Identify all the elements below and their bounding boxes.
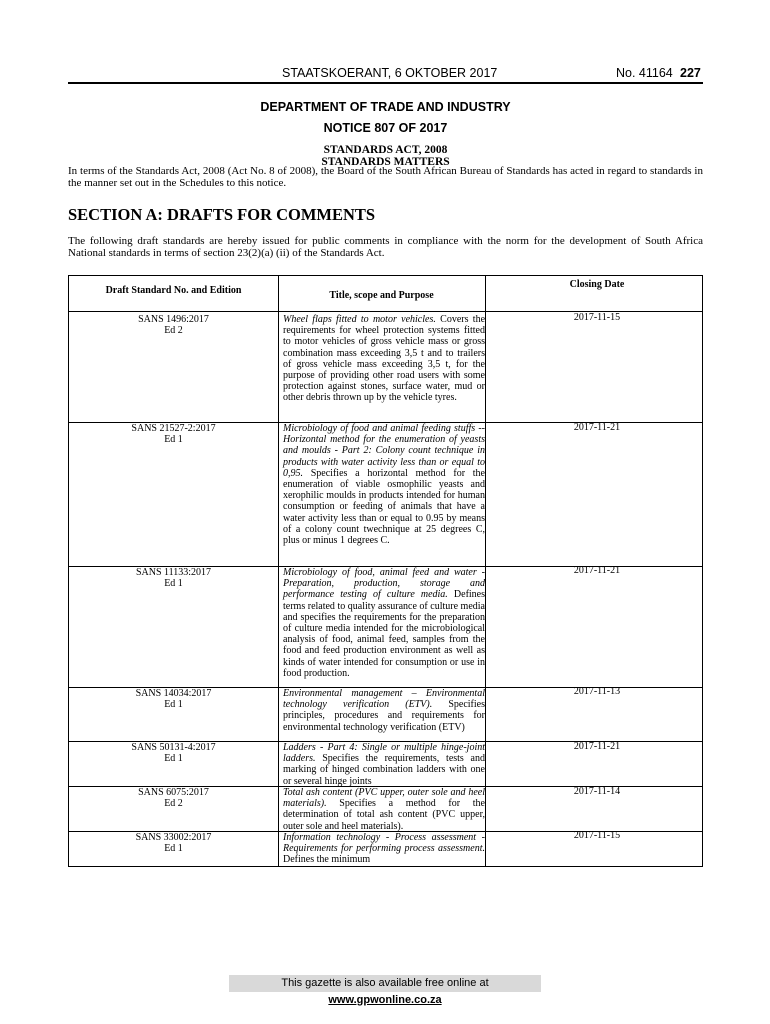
standard-edition: Ed 1 xyxy=(164,753,183,764)
intro-paragraph: In terms of the Standards Act, 2008 (Act No. 8 of 2008), the Board of the South African Bureau of Standards has acted in regard to standards in the manner set out in the Schedules to this notice. xyxy=(68,165,703,189)
standard-description xyxy=(283,832,485,866)
standard-number: SANS 50131-4:2017 xyxy=(131,742,216,753)
gazette-footer xyxy=(229,975,541,1006)
standard-edition: Ed 1 xyxy=(164,699,183,710)
standard-scope: Specifies principles, procedures and requirements for environmental technology verification (ETV) xyxy=(283,699,485,733)
standard-edition: Ed 1 xyxy=(164,434,183,445)
standard-scope: Defines terms related to quality assurance of culture media and specifies the requirements for the preparation of culture media intended for the microbiological analysis of food, animal feed, samples from the food and feed production environment as well as kinds of water intended for consumption or use in food production. xyxy=(283,589,486,679)
standard-scope: Specifies the requirements, tests and marking of hinged combination ladders with one or several hinge joints xyxy=(283,753,485,787)
closing-date: 2017-11-21 xyxy=(573,422,621,433)
standard-number: SANS 1496:2017 xyxy=(138,314,209,325)
act-title: STANDARDS ACT, 2008 xyxy=(323,144,448,156)
publication-date: STAATSKOERANT, 6 OKTOBER 2017 xyxy=(282,66,498,80)
standard-description xyxy=(283,787,485,832)
closing-date: 2017-11-21 xyxy=(573,741,621,752)
section-intro: The following draft standards are hereby issued for public comments in compliance with the norm for the development of South Africa National standards in terms of section 23(2)(a) (ii) of the Standards Act. xyxy=(68,235,703,259)
standard-scope: Covers the requirements for wheel protection systems fitted to motor vehicles of gross vehicle mass or gross combination mass exceeding 3,5 t and to trailers of gross vehicle mass exceeding 3,5 t, for the purpose of providing other road users with some protection against stones, surface water, mud or other debris thrown up by the vehicle tyres. xyxy=(283,314,486,404)
section-title: SECTION A: DRAFTS FOR COMMENTS xyxy=(68,205,376,224)
column-header-title: Title, scope and Purpose xyxy=(329,290,434,301)
standard-number: SANS 33002:2017 xyxy=(135,832,212,843)
notice-title: NOTICE 807 OF 2017 xyxy=(323,121,448,135)
standard-number: SANS 6075:2017 xyxy=(138,787,209,798)
standard-title: Microbiology of food, animal feed and water - Preparation, production, storage and performance testing of culture media. xyxy=(283,567,485,601)
standard-edition: Ed 1 xyxy=(164,578,183,589)
closing-date: 2017-11-21 xyxy=(573,565,621,576)
footer-website-link[interactable]: www.gpwonline.co.za xyxy=(328,994,442,1006)
standard-description xyxy=(283,742,485,787)
gazette-number: No. 41164 xyxy=(616,66,673,80)
standard-title: Ladders - Part 4: Single or multiple hinge-joint ladders. xyxy=(283,742,485,765)
drafts-table xyxy=(68,275,703,867)
closing-date: 2017-11-14 xyxy=(573,786,621,797)
standard-description xyxy=(283,314,485,404)
closing-date: 2017-11-15 xyxy=(573,830,621,841)
standard-description xyxy=(283,688,485,733)
standard-title: Wheel flaps fitted to motor vehicles. xyxy=(283,314,436,325)
standard-description xyxy=(283,423,485,546)
standard-number: SANS 11133:2017 xyxy=(135,567,212,578)
closing-date: 2017-11-13 xyxy=(573,686,621,697)
standard-description xyxy=(283,567,485,679)
standard-edition: Ed 2 xyxy=(164,798,183,809)
closing-date: 2017-11-15 xyxy=(573,312,621,323)
standard-title: Information technology - Process assessment - Requirements for performing process assessment. xyxy=(283,832,485,855)
matters-title: STANDARDS MATTERS xyxy=(321,156,450,168)
department-title: DEPARTMENT OF TRADE AND INDUSTRY xyxy=(260,100,511,114)
standard-edition: Ed 2 xyxy=(164,325,183,336)
standard-number: SANS 21527-2:2017 xyxy=(131,423,216,434)
standard-scope: Specifies a horizontal method for the enumeration of viable osmophilic yeasts and xerophilic moulds in products intended for human consumption or feeding of animals that have a water activity less than or equal to 0.95 by means of a colony count twechnique at 25 degrees C, plus or minus 1 degrees C. xyxy=(283,467,485,547)
standard-title: Environmental management – Environmental technology verification (ETV). xyxy=(283,688,485,711)
page-number: 227 xyxy=(680,66,701,80)
gazette-header xyxy=(68,62,703,82)
standard-title: Microbiology of food and animal feeding stuffs -- Horizontal method for the enumeration of yeasts and moulds - Part 2: Colony count technique in products with water activity less than or equal to 0,95. xyxy=(283,423,485,479)
standard-number: SANS 14034:2017 xyxy=(135,688,212,699)
column-header-standard: Draft Standard No. and Edition xyxy=(105,285,242,296)
standard-scope: Defines the minimum xyxy=(283,854,371,866)
standard-title: Total ash content (PVC upper, outer sole and heel materials). xyxy=(283,787,485,810)
footer-text: This gazette is also available free online at xyxy=(281,977,489,989)
header-rule xyxy=(68,82,703,84)
standard-edition: Ed 1 xyxy=(164,843,183,854)
column-header-closing: Closing Date xyxy=(569,279,625,290)
column-divider xyxy=(485,276,486,866)
standard-scope: Specifies a method for the determination of total ash content (PVC upper, outer sole and heel materials). xyxy=(283,798,485,832)
column-divider xyxy=(278,276,279,866)
